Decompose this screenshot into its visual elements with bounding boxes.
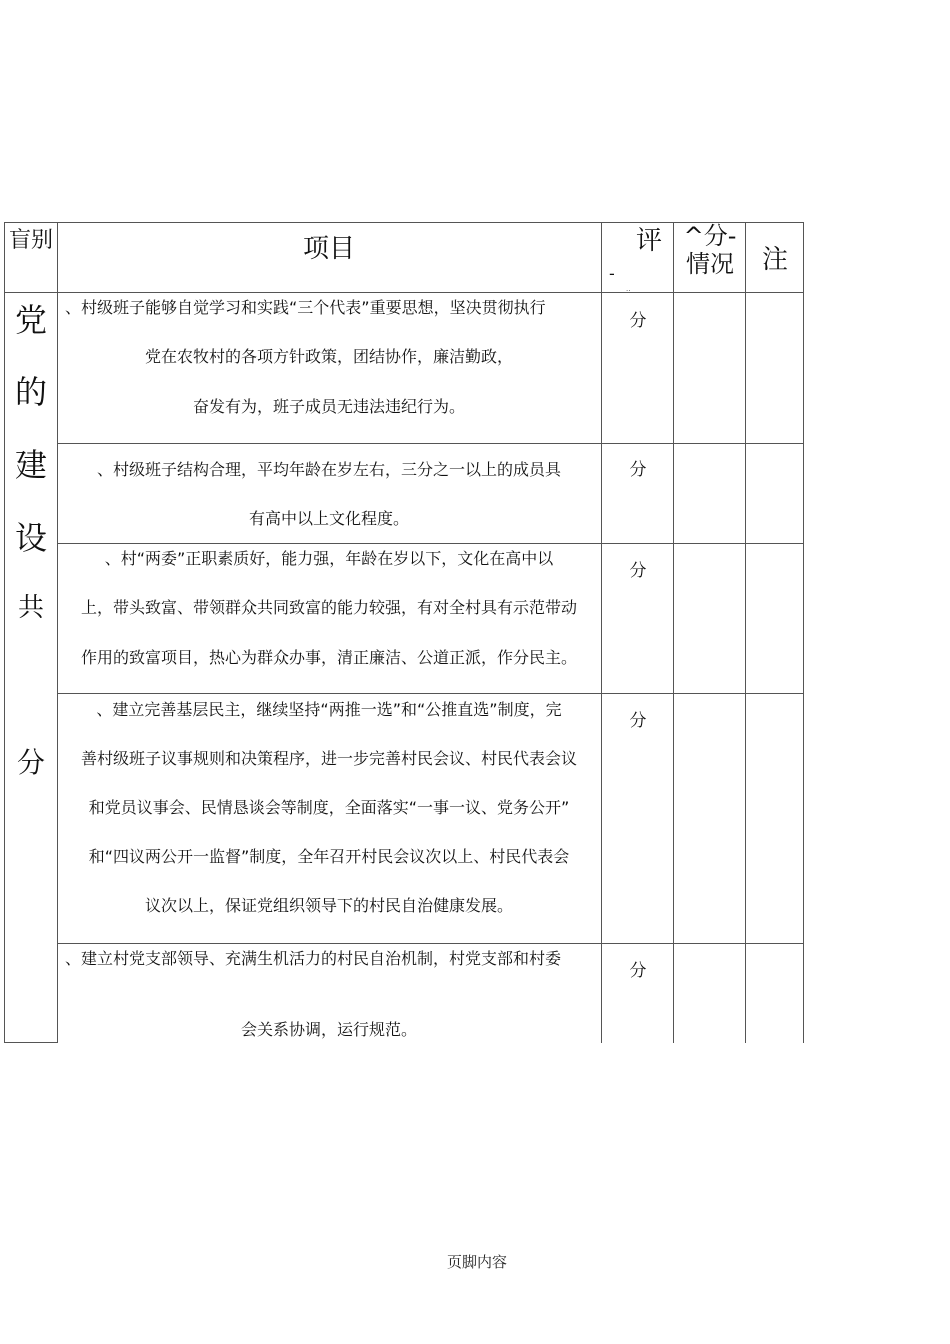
header-item: 项目 xyxy=(302,234,355,264)
category-char: 设 xyxy=(14,519,47,557)
item-text-line: 议次以上，保证党组织领导下的村民自治健康发展。 xyxy=(144,896,513,915)
header-bottom-border xyxy=(4,292,804,293)
header-score-fragment: - xyxy=(609,264,615,283)
category-char: 分 xyxy=(16,746,45,779)
row-divider xyxy=(57,443,804,444)
category-char: 共 xyxy=(17,593,44,623)
item-text-line: 善村级班子议事规则和决策程序，进一步完善村民会议、村民代表会议 xyxy=(80,749,577,768)
item-text-line: 、建立完善基层民主，继续坚持“两推一选”和“公推直选”制度，完 xyxy=(96,700,562,719)
score-label: 分 xyxy=(629,460,647,480)
item-text-line: 和党员议事会、民情恳谈会等制度，全面落实“一事一议、党务公开” xyxy=(88,798,570,817)
item-text-line: 奋发有为，班子成员无违法违纪行为。 xyxy=(192,397,465,416)
table-left-border xyxy=(4,222,5,1043)
item-text-line: 、建立村党支部领导、充满生机活力的村民自治机制，村党支部和村委 xyxy=(65,949,562,968)
item-divider xyxy=(601,222,602,1043)
item-text-line: 、村“两委”正职素质好，能力强，年龄在岁以下，文化在高中以 xyxy=(104,549,554,568)
situation-divider xyxy=(745,222,746,1043)
score-label: 分 xyxy=(629,961,647,981)
row-divider xyxy=(57,693,804,694)
category-char: 党 xyxy=(14,301,47,339)
header-situation: ^分-情况 xyxy=(683,222,737,278)
score-label: 分 xyxy=(629,561,647,581)
row-divider xyxy=(57,943,804,944)
item-text-line: 和“四议两公开一监督”制度，全年召开村民会议次以上、村民代表会 xyxy=(88,847,570,866)
category-char: 的 xyxy=(14,373,47,411)
score-divider xyxy=(673,222,674,1043)
score-label: 分 xyxy=(629,711,647,731)
category-char: 建 xyxy=(14,446,47,484)
item-text-line: 党在农牧村的各项方针政策，团结协作，廉洁勤政， xyxy=(144,347,513,366)
header-note: 注 xyxy=(761,245,788,275)
header-score: 评 xyxy=(636,226,663,256)
header-score-fragment: .. xyxy=(626,285,631,293)
item-text-line: 上，带头致富、带领群众共同致富的能力较强，有对全村具有示范带动 xyxy=(80,598,577,617)
header-category: 盲别 xyxy=(8,228,53,253)
item-text-line: 会关系协调，运行规范。 xyxy=(240,1020,417,1039)
item-text-line: 作用的致富项目，热心为群众办事，清正廉洁、公道正派，作分民主。 xyxy=(80,648,577,667)
table-right-border xyxy=(803,222,804,1043)
row-divider xyxy=(57,543,804,544)
item-text-line: 有高中以上文化程度。 xyxy=(248,509,409,528)
item-text-line: 、村级班子结构合理，平均年龄在岁左右，三分之一以上的成员具 xyxy=(96,460,561,479)
category-bottom-border xyxy=(4,1042,57,1043)
item-text-line: 、村级班子能够自觉学习和实践“三个代表”重要思想，坚决贯彻执行 xyxy=(65,298,546,317)
page-footer: 页脚内容 xyxy=(447,1253,508,1271)
score-label: 分 xyxy=(629,311,647,331)
